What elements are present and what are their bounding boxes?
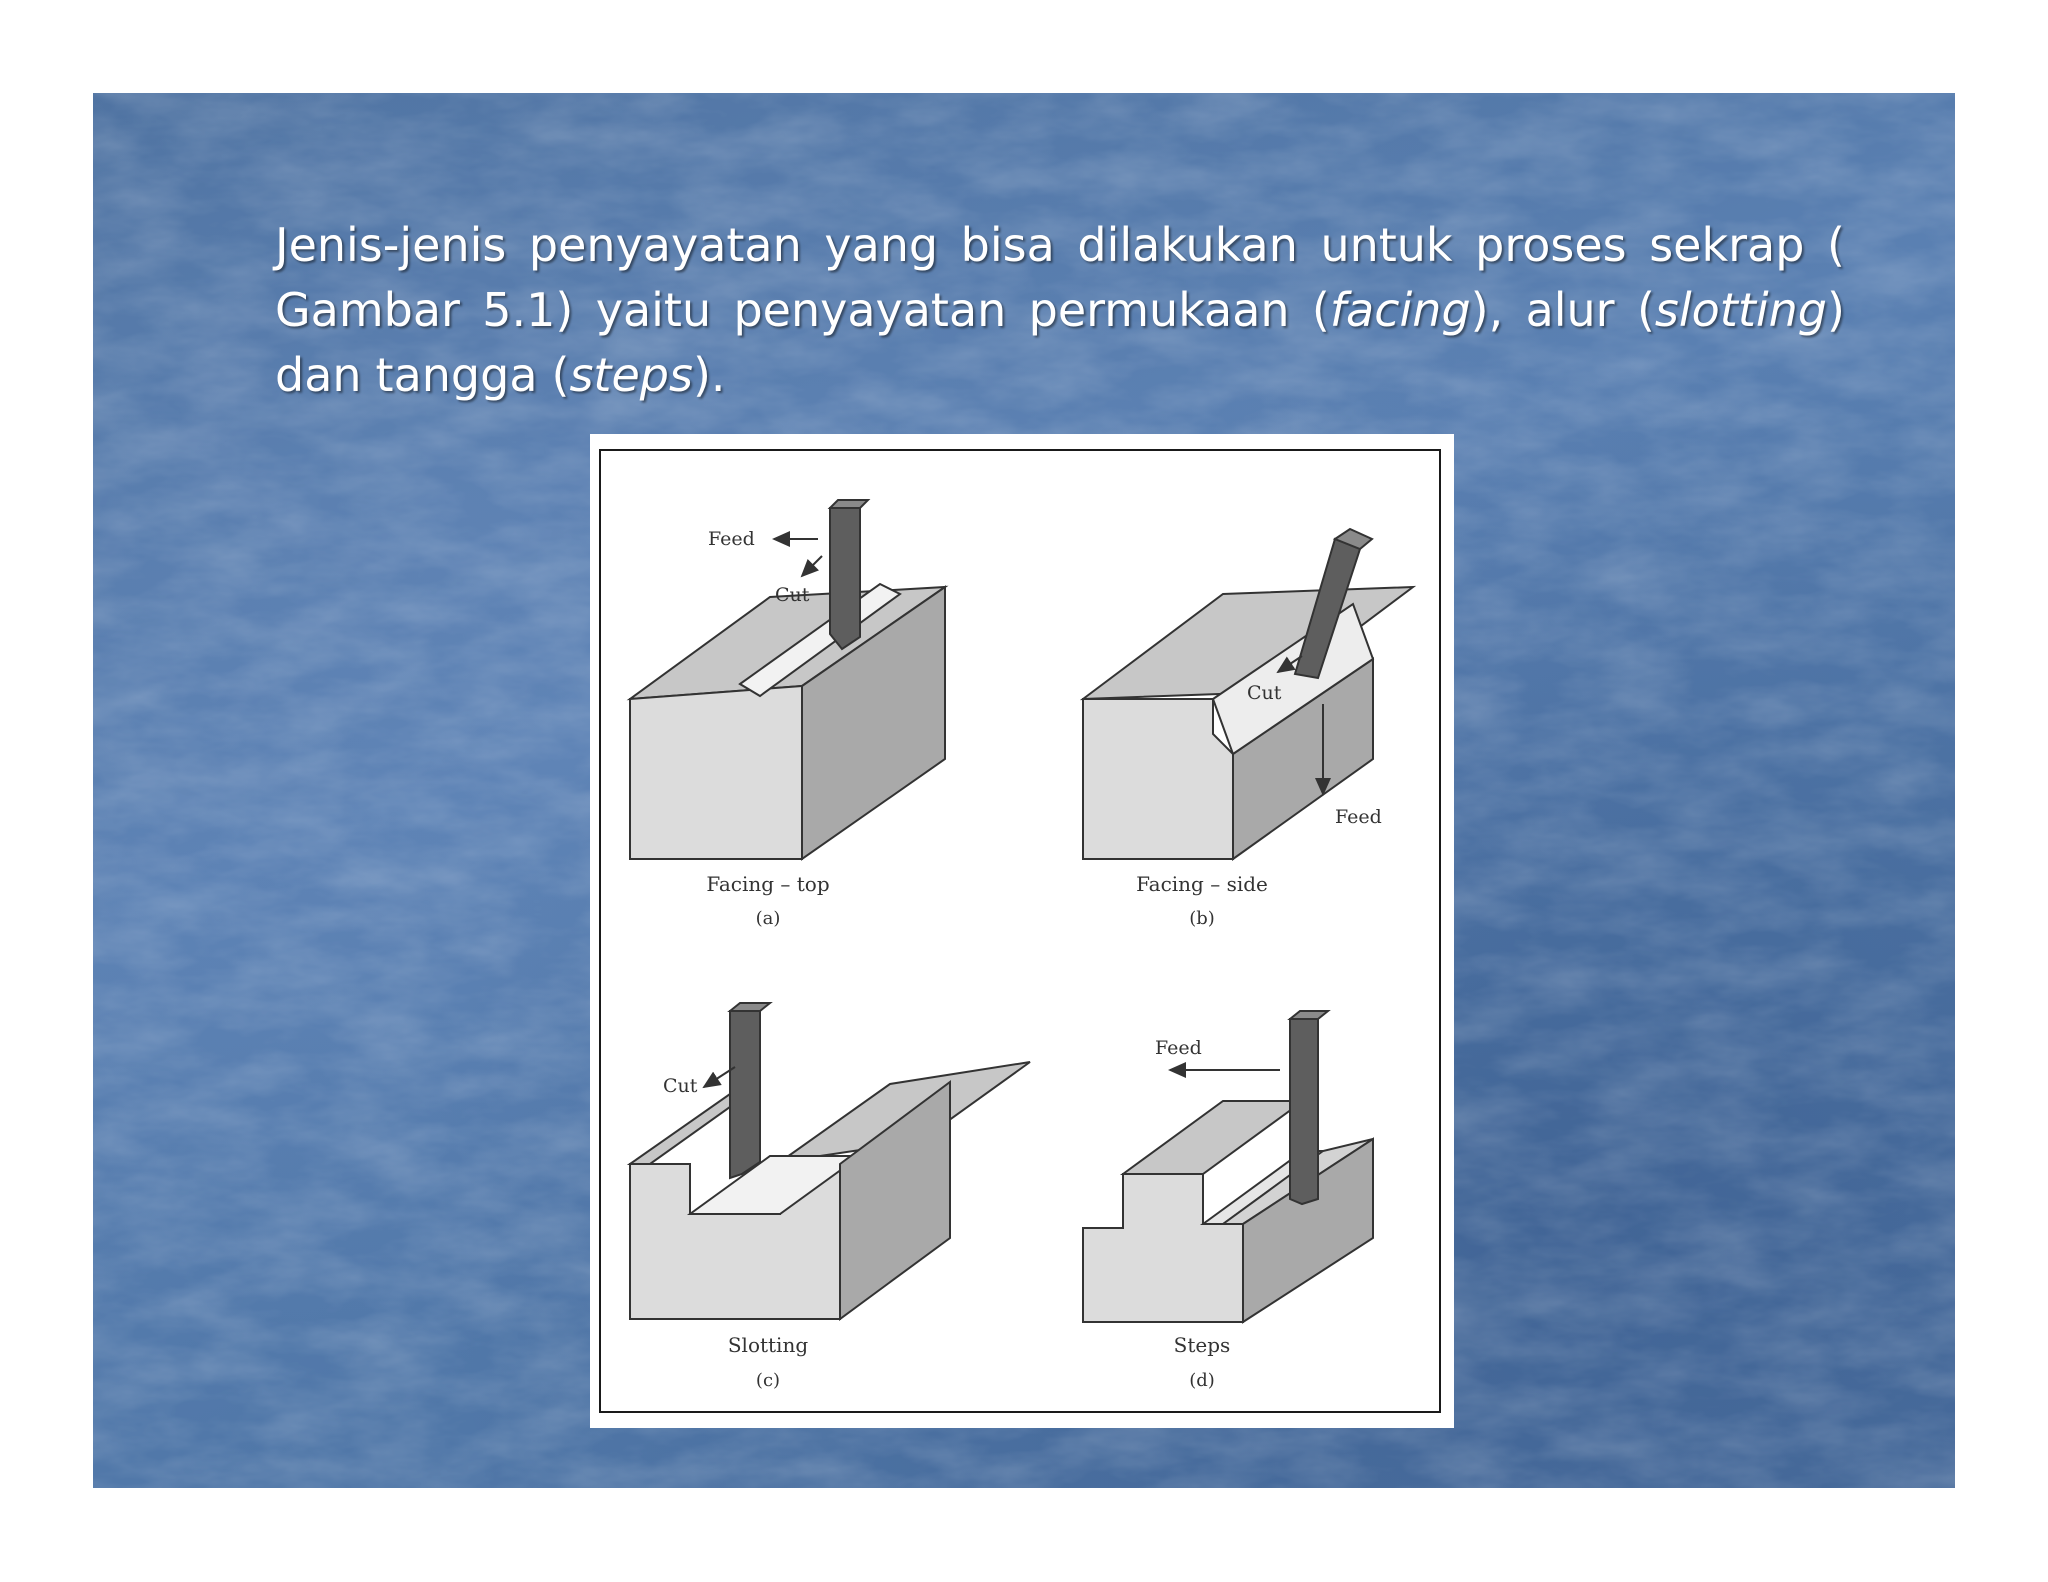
shaping-operations-diagram	[590, 434, 1454, 1428]
word: penyayatan	[528, 218, 802, 272]
paragraph-line-3	[275, 343, 1845, 408]
block-front	[1083, 1174, 1243, 1322]
word: proses	[1475, 218, 1627, 272]
cut-label: Cut	[1247, 682, 1282, 704]
tool-side	[830, 500, 868, 508]
slide	[93, 93, 1955, 1488]
word: yaitu	[595, 283, 712, 337]
step-top-1	[1123, 1101, 1303, 1174]
word: dilakukan	[1077, 218, 1298, 272]
caption: Facing – top	[706, 872, 830, 896]
tool-side	[1290, 1011, 1328, 1019]
feed-label: Feed	[1335, 806, 1382, 828]
caption: Facing – side	[1136, 872, 1268, 896]
panel-letter: (d)	[1189, 1370, 1215, 1391]
panel-a-facing-top	[630, 500, 945, 859]
figure-5-1	[590, 434, 1454, 1428]
paragraph-line-1	[275, 213, 1845, 278]
tool-side	[730, 1003, 770, 1011]
word-facing	[1312, 278, 1503, 343]
cut-label: Cut	[663, 1075, 698, 1097]
cut-arrow	[802, 556, 822, 576]
block-front	[630, 686, 802, 859]
word: alur	[1525, 283, 1615, 337]
paren: (	[1311, 283, 1330, 337]
block-front	[1083, 699, 1233, 859]
body-paragraph	[275, 213, 1845, 408]
paragraph-line-2	[275, 278, 1845, 343]
word: dan	[275, 348, 362, 402]
word: bisa	[960, 218, 1055, 272]
word: tangga	[375, 348, 538, 402]
tool-body	[830, 508, 860, 649]
word: 5.1)	[482, 283, 574, 337]
panel-c-slotting	[630, 1003, 1030, 1319]
term-slotting: slotting	[1654, 283, 1827, 337]
paren: )	[1827, 283, 1845, 337]
paren: ).	[692, 348, 726, 402]
word: permukaan	[1028, 283, 1290, 337]
tool-body	[730, 1011, 760, 1178]
paren: (	[1636, 283, 1655, 337]
paren: (	[551, 348, 570, 402]
feed-label: Feed	[708, 528, 755, 550]
word-steps	[552, 343, 726, 408]
term-facing: facing	[1329, 283, 1471, 337]
word: yang	[824, 218, 939, 272]
tool-body	[1290, 1019, 1318, 1204]
word: sekrap	[1649, 218, 1805, 272]
caption: Steps	[1173, 1333, 1231, 1357]
paren: ),	[1470, 283, 1504, 337]
word-slotting	[1637, 278, 1845, 343]
panel-letter: (c)	[755, 1370, 781, 1391]
panel-letter: (a)	[755, 908, 781, 929]
caption: Slotting	[727, 1333, 809, 1357]
word: Jenis-jenis	[275, 218, 507, 272]
cut-label: Cut	[775, 584, 810, 606]
word: untuk	[1320, 218, 1453, 272]
panel-d-steps	[1083, 1011, 1373, 1322]
panel-letter: (b)	[1189, 908, 1215, 929]
word: (	[1826, 218, 1845, 272]
word: Gambar	[275, 283, 460, 337]
feed-label: Feed	[1155, 1037, 1202, 1059]
word: penyayatan	[733, 283, 1007, 337]
term-steps: steps	[569, 348, 693, 402]
